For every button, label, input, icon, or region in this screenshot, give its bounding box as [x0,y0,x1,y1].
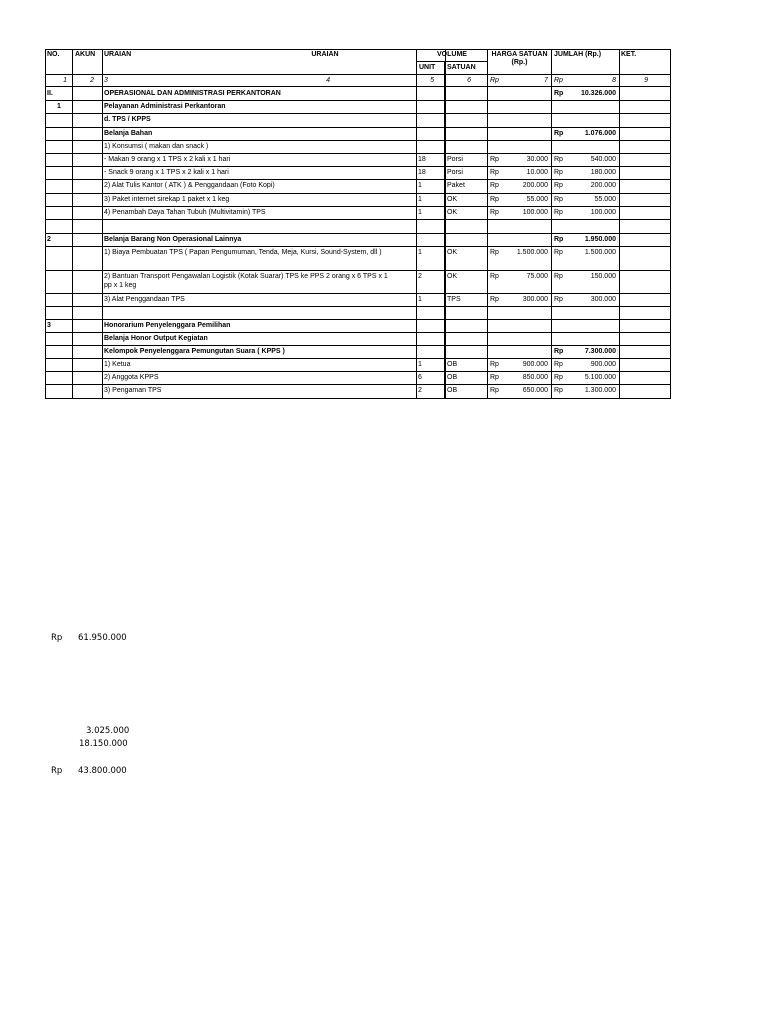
row-total-currency: Rp [554,156,563,163]
table-bottom-border [45,398,671,399]
header-uraian-left: URAIAN [104,51,132,58]
row-line [45,153,671,154]
row-price-currency: Rp [490,273,499,280]
column-line [45,49,46,399]
header-volume: VOLUME [437,51,467,58]
column-line [416,49,417,399]
row-total-currency: Rp [554,90,564,97]
row-satuan: OK [447,209,458,216]
row-number: 2 [47,236,51,243]
col-number-7: 7 [544,77,548,84]
row-number: II. [47,90,53,97]
row-total: 1.950.000 [584,236,616,243]
numbering-row-bottom [45,86,671,87]
row-total-currency: Rp [554,182,563,189]
row-total: 540.000 [590,156,616,163]
col-number-8-rp: Rp [554,77,563,84]
row-description: d. TPS / KPPS [104,116,151,123]
row-line [45,358,671,359]
row-satuan: OK [447,273,458,280]
header-akun: AKUN [75,51,96,58]
row-price: 200.000 [522,182,548,189]
row-satuan: Porsi [447,169,463,176]
row-satuan: OK [447,249,458,256]
row-total: 1.500.000 [584,249,616,256]
header-harga-satuan: HARGA SATUAN [491,51,548,58]
row-description: 2) Alat Tulis Kantor ( ATK ) & Penggandaan (Foto Kopi) [104,182,275,189]
column-line [670,49,671,399]
col-number-2: 2 [90,77,94,84]
row-description: Honorarium Penyelenggara Pemilihan [104,322,231,329]
header-no: NO. [47,51,60,58]
row-satuan: Paket [447,182,465,189]
row-line [45,246,671,247]
header-ket: KET. [621,51,637,58]
row-description: 2) Bantuan Transport Pengawalan Logistik (Kotak Suarar) TPS ke PPS 2 orang x 6 TPS x 1 [104,273,388,280]
row-unit: 1 [418,196,422,203]
row-total: 7.300.000 [584,348,616,355]
row-total-currency: Rp [554,130,564,137]
row-total-currency: Rp [554,348,564,355]
row-number: 1 [57,103,61,110]
row-price: 900.000 [522,361,548,368]
col-number-6: 6 [467,77,471,84]
col-number-1: 1 [63,77,67,84]
row-price: 55.000 [526,196,548,203]
row-price-currency: Rp [490,296,499,303]
row-line [45,371,671,372]
row-description: Kelompok Penyelenggara Pemungutan Suara ( KPPS ) [104,348,285,355]
row-description: Belanja Honor Output Kegiatan [104,335,208,342]
column-line [102,49,103,399]
row-description: OPERASIONAL DAN ADMINISTRASI PERKANTORAN [104,90,281,97]
row-total: 180.000 [590,169,616,176]
col-number-4: 4 [326,77,330,84]
row-price: 1.500.000 [516,249,548,256]
column-line [72,49,73,399]
row-price: 75.000 [526,273,548,280]
row-total-currency: Rp [554,196,563,203]
row-line [45,293,671,294]
row-number: 3 [47,322,51,329]
column-line [619,49,620,399]
row-description: - Makan 9 orang x 1 TPS x 2 kali x 1 hari [104,156,231,163]
row-line [45,166,671,167]
row-price-currency: Rp [490,374,499,381]
row-price-currency: Rp [490,169,499,176]
row-total-currency: Rp [554,387,563,394]
row-total-currency: Rp [554,273,563,280]
volume-subheader-line [416,61,488,62]
row-total: 1.076.000 [584,130,616,137]
row-total-currency: Rp [554,169,563,176]
row-line [45,193,671,194]
row-total: 900.000 [590,361,616,368]
row-satuan: OB [447,387,458,394]
header-unit: UNIT [419,64,436,71]
row-line [45,384,671,385]
row-total: 55.000 [594,196,616,203]
row-price: 30.000 [526,156,548,163]
row-total-currency: Rp [554,296,563,303]
row-satuan: Porsi [447,156,463,163]
col-number-9: 9 [644,77,648,84]
row-line [45,140,671,141]
col-number-8: 8 [612,77,616,84]
row-price: 100.000 [522,209,548,216]
row-unit: 1 [418,249,422,256]
col-number-7-rp: Rp [490,77,499,84]
header-uraian: URAIAN [311,51,339,58]
header-harga-unit: (Rp.) [511,59,528,66]
row-unit: 18 [418,156,426,163]
total-currency: Rp [51,633,63,643]
subtotal-amount-2: 18.150.000 [79,739,128,749]
column-line [487,49,488,399]
row-total: 1.300.000 [584,387,616,394]
row-satuan: OB [447,361,458,368]
row-price-currency: Rp [490,249,499,256]
row-line [45,345,671,346]
total-2-currency: Rp [51,766,63,776]
row-description: 4) Penambah Daya Tahan Tubuh (Multivitamin) TPS [104,209,266,216]
row-unit: 1 [418,361,422,368]
row-description: 1) Biaya Pembuatan TPS ( Papan Pengumuman, Tenda, Meja, Kursi, Sound-System, dll ) [104,249,382,256]
row-unit: 1 [418,296,422,303]
row-total-currency: Rp [554,361,563,368]
row-line [45,233,671,234]
row-total-currency: Rp [554,236,564,243]
row-unit: 2 [418,273,422,280]
total-2-amount: 43.800.000 [78,766,127,776]
row-line [45,270,671,271]
row-line [45,113,671,114]
row-unit: 2 [418,387,422,394]
row-description: 3) Paket internet sirekap 1 paket x 1 keg [104,196,230,203]
row-price: 850.000 [522,374,548,381]
col-number-5: 5 [430,77,434,84]
row-price-currency: Rp [490,387,499,394]
unit-satuan-divider [444,61,445,399]
row-unit: 1 [418,209,422,216]
row-total-currency: Rp [554,374,563,381]
numbering-row-top [45,74,671,75]
row-total: 200.000 [590,182,616,189]
row-line [45,319,671,320]
row-satuan: OK [447,196,458,203]
row-price-currency: Rp [490,196,499,203]
row-satuan: OB [447,374,458,381]
row-price-currency: Rp [490,182,499,189]
header-jumlah: JUMLAH (Rp.) [554,51,602,58]
row-total: 150.000 [590,273,616,280]
row-line [45,306,671,307]
row-total: 10.326.000 [580,90,616,97]
row-price: 10.000 [526,169,548,176]
row-satuan: TPS [447,296,461,303]
row-description: 2) Anggota KPPS [104,374,159,381]
row-price-currency: Rp [490,361,499,368]
row-description: 3) Alat Penggandaan TPS [104,296,185,303]
header-satuan: SATUAN [447,64,476,71]
row-line [45,127,671,128]
row-description: 1) Ketua [104,361,131,368]
row-line [45,100,671,101]
row-unit: 18 [418,169,426,176]
subtotal-amount-1: 3.025.000 [86,726,130,736]
total-amount: 61.950.000 [78,633,127,643]
row-description: Belanja Barang Non Operasional Lainnya [104,236,242,243]
row-total-currency: Rp [554,249,563,256]
row-line [45,332,671,333]
row-description: - Snack 9 orang x 1 TPS x 2 kali x 1 hari [104,169,229,176]
row-price: 650.000 [522,387,548,394]
row-line [45,179,671,180]
row-description: Pelayanan Administrasi Perkantoran [104,103,226,110]
row-price-currency: Rp [490,156,499,163]
column-line [445,49,446,399]
row-line [45,219,671,220]
row-price-currency: Rp [490,209,499,216]
row-total: 5.100.000 [584,374,616,381]
row-unit: 6 [418,374,422,381]
row-total: 100.000 [590,209,616,216]
col-number-3: 3 [104,77,108,84]
row-total-currency: Rp [554,209,563,216]
row-description-continued: pp x 1 keg [104,282,137,289]
row-description: 1) Konsumsi ( makan dan snack ) [104,143,209,150]
row-price: 300.000 [522,296,548,303]
column-line [551,49,552,399]
row-description: 3) Pengaman TPS [104,387,162,394]
row-total: 300.000 [590,296,616,303]
row-description: Belanja Bahan [104,130,153,137]
row-unit: 1 [418,182,422,189]
row-line [45,206,671,207]
